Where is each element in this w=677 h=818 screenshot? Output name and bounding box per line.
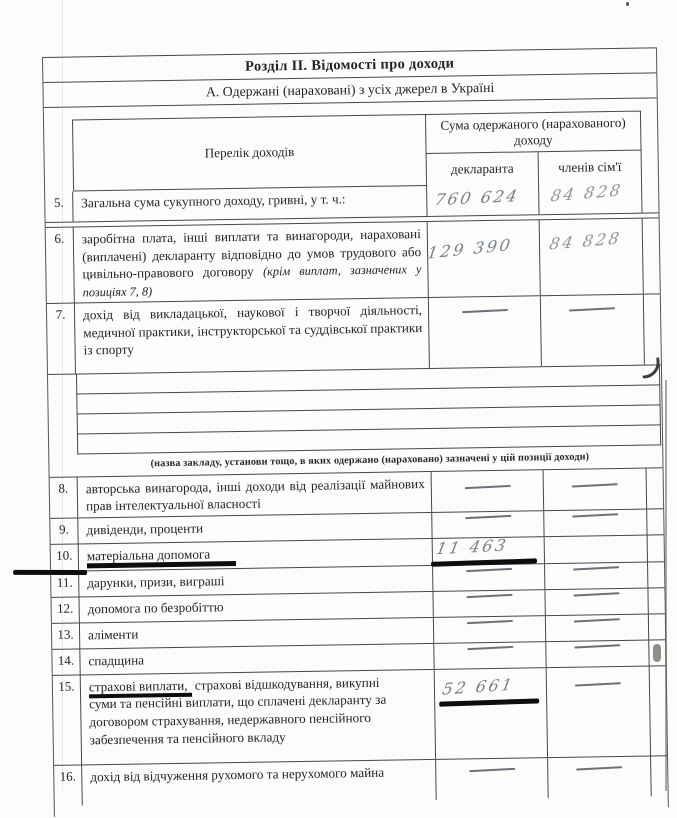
family-amount-cell (545, 535, 648, 563)
family-amount-cell (548, 756, 652, 798)
row-number: 6. (46, 228, 75, 304)
row-number: 9. (50, 518, 78, 543)
row-number: 16. (54, 765, 83, 805)
handwritten-amount: 11 463 (434, 535, 510, 559)
marker-underlined-label: страхові виплати, (89, 678, 192, 699)
family-amount-cell (545, 562, 648, 589)
declarant-amount-cell (425, 220, 541, 297)
no-income-dash (574, 644, 620, 648)
declarant-amount-cell (432, 511, 544, 538)
column-header-amount: Сума одержаного (нарахованого) доходу (426, 111, 642, 154)
table-row-16 (54, 756, 668, 806)
declarant-amount-cell (427, 184, 539, 216)
declarant-amount-cell (429, 296, 542, 367)
income-label: допомога по безробіттю (79, 592, 433, 623)
marker-stroke (439, 698, 539, 706)
no-income-dash (575, 682, 621, 686)
handwritten-amount: 84 828 (547, 228, 623, 254)
no-income-dash (573, 566, 619, 570)
no-income-dash (462, 309, 508, 313)
family-amount-cell (541, 295, 645, 366)
income-label: авторська винагорода, інші доходи від реалізації майнових прав інтелектуальної власності (78, 472, 433, 518)
declarant-amount-cell (433, 537, 545, 565)
subsection-title: А. Одержані (нараховані) з усіх джерел в Україні (43, 73, 656, 108)
table-row-6 (46, 217, 660, 304)
row-number: 11. (51, 571, 79, 596)
row-number: 13. (52, 623, 80, 648)
row-number: 5. (45, 192, 73, 222)
declarant-amount-cell (433, 590, 545, 617)
no-income-dash (464, 485, 510, 489)
marker-stroke (13, 570, 87, 575)
no-income-dash (466, 620, 512, 624)
no-income-dash (569, 307, 615, 311)
family-amount-cell (540, 219, 644, 296)
table-row-15 (53, 666, 667, 766)
income-label: Загальна сума сукупного доходу, гривні, у т. ч.: (73, 186, 427, 222)
table-row-7 (47, 295, 661, 375)
section-title: Розділ II. Відомості про доходи (43, 48, 656, 83)
income-label: дарунки, призи, виграші (79, 566, 433, 597)
family-amount-cell (545, 588, 648, 615)
income-label: дохід від відчуження рухомого та нерухомого майна (82, 760, 437, 806)
declarant-amount-cell (433, 564, 545, 591)
institution-note: (назва закладу, установи тощо, в яких одержано (нараховано) зазначені у цій позиції доходи) (150, 451, 590, 470)
no-income-dash (572, 483, 618, 487)
income-label: страхові виплати, страхові відшкодування, викупні суми та пенсійні виплати, що сплачені декларанту за договором страхування, недержавного пенсійного забезпечення та пенсійного вкладу (81, 670, 436, 765)
family-amount-cell (544, 509, 647, 536)
handwritten-amount: 84 828 (549, 180, 625, 206)
handwritten-amount: 760 624 (433, 186, 522, 210)
scanned-form-sheet (42, 47, 669, 817)
declarant-amount-cell (434, 616, 546, 643)
income-label (79, 539, 433, 571)
row-number: 10. (51, 544, 79, 570)
family-amount-cell (547, 666, 651, 757)
no-income-dash (572, 513, 618, 517)
family-amount-cell (546, 614, 649, 641)
family-amount-cell (546, 640, 649, 667)
column-header-income-list: Перелік доходів (72, 114, 427, 192)
income-label: дивіденди, проценти (78, 513, 432, 544)
income-label-note: (крім виплат, зазначених у позиціях 7, 8) (82, 262, 422, 300)
column-header-declarant: декларанта (427, 152, 539, 186)
no-income-dash (467, 646, 513, 650)
income-label: спадщина (80, 644, 434, 675)
table-header (44, 110, 658, 192)
declarant-amount-cell (435, 668, 548, 759)
column-header-family: членів сім'ї (539, 151, 642, 185)
income-label: дохід від викладацької, наукової і творчої діяльності, медичної практики, інструкторської та суддівської практики із спорту (75, 298, 430, 373)
row-number: 8. (50, 477, 79, 518)
no-income-dash (466, 568, 512, 572)
family-amount-cell (539, 180, 642, 215)
handwritten-amount: 52 661 (440, 674, 517, 699)
declarant-amount-cell (434, 642, 546, 669)
no-income-dash (576, 766, 622, 770)
declarant-amount-cell (436, 758, 549, 800)
row-number: 15. (53, 675, 82, 764)
income-label: заробітна плата, інші виплати та винагороди, нараховані (виплачені) декларанту відповідно до умов трудового або цивільно-правового договору (крім виплат, зазначених у позиціях 7, 8) (74, 222, 429, 303)
row-number: 14. (52, 649, 80, 674)
marker-underlined-label: матеріальна допомога (87, 546, 237, 568)
scan-dot-artifact (626, 2, 629, 6)
number-column-spacer (44, 120, 73, 192)
amount-header-group (426, 111, 642, 186)
row-number: 12. (51, 597, 79, 622)
row-number: 7. (47, 304, 76, 374)
handwritten-amount: 129 390 (425, 235, 514, 263)
family-amount-cell (544, 468, 648, 510)
income-label: аліменти (80, 618, 434, 649)
no-income-dash (469, 768, 515, 772)
no-income-dash (574, 618, 620, 622)
no-income-dash (465, 515, 511, 519)
declarant-amount-cell (432, 470, 545, 512)
no-income-dash (466, 594, 512, 598)
no-income-dash (573, 592, 619, 596)
